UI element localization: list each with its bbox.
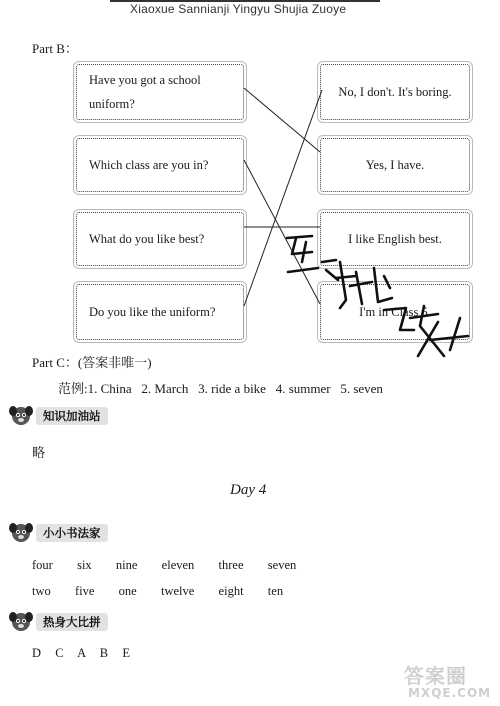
handwriting-mark bbox=[287, 236, 468, 356]
knowledge-heading bbox=[8, 404, 108, 428]
match-line-4 bbox=[244, 90, 322, 306]
answer-2-text: Yes, I have. bbox=[365, 157, 425, 172]
calligraphy-line-1: four six nine eleven three seven bbox=[32, 558, 297, 572]
warmup-answers: D C A B E bbox=[32, 646, 130, 660]
matching-lines bbox=[244, 88, 322, 306]
calligraphy-heading bbox=[8, 521, 108, 545]
answer-1-text: No, I don't. It's boring. bbox=[338, 84, 452, 99]
answer-3-text: I like English best. bbox=[348, 231, 442, 246]
part-b-label: Part B： bbox=[32, 41, 78, 56]
calligraphy-title: 小小书法家 bbox=[36, 524, 108, 542]
knowledge-content: 略 bbox=[32, 445, 46, 460]
question-2-text: Which class are you in? bbox=[89, 157, 209, 172]
knowledge-title: 知识加油站 bbox=[36, 407, 108, 425]
calligraphy-line-2: two five one twelve eight ten bbox=[32, 584, 284, 598]
match-line-1 bbox=[244, 88, 320, 152]
warmup-heading bbox=[8, 610, 108, 634]
dog-mascot-icon bbox=[8, 404, 34, 428]
question-4-text: Do you like the uniform? bbox=[89, 304, 216, 319]
warmup-title: 热身大比拼 bbox=[36, 613, 108, 631]
watermark-top: 答案圈 bbox=[404, 664, 467, 688]
dog-mascot-icon bbox=[8, 610, 34, 634]
question-3-text: What do you like best? bbox=[89, 231, 205, 246]
dog-mascot-icon bbox=[8, 521, 34, 545]
question-1-line2: uniform? bbox=[89, 97, 135, 111]
match-line-2 bbox=[244, 160, 320, 304]
day-heading: Day 4 bbox=[230, 482, 267, 498]
part-c-label: Part C：(答案非唯一) bbox=[32, 355, 152, 370]
question-1-line1: Have you got a school bbox=[89, 73, 201, 87]
answer-4-text: I'm in Class 5. bbox=[359, 304, 431, 319]
running-header: Xiaoxue Sannianji Yingyu Shujia Zuoye bbox=[130, 2, 347, 16]
watermark-bottom: MXQE.COM bbox=[408, 686, 492, 700]
part-c-example: 范例:1. China 2. March 3. ride a bike 4. summer 5. seven bbox=[58, 381, 383, 396]
